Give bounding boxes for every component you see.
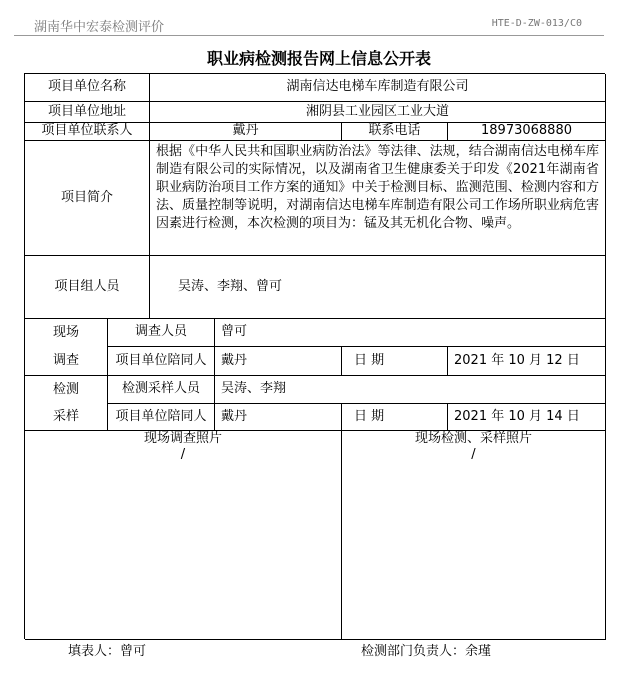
contact-label: 项目单位联系人 (25, 123, 150, 141)
site-survey-label-1: 现场 (25, 319, 108, 347)
intro-text: 根据《中华人民共和国职业病防治法》等法律、法规，结合湖南信达电梯车库制造有限公司的实际情况，以及湖南省卫生健康委关于印发《2021年湖南省职业病防治项目工作方案的通知》中关于检测目标、监测范围、检测内容和方法、质量控制等说明，对湖南信达电梯车库制造有限公司工作场所职业病危害因素进行检测，本次检测的项目为：锰及其无机化合物、噪声。 (150, 141, 606, 256)
document-code: HTE-D-ZW-013/C0 (491, 18, 582, 29)
form-filler: 填表人：曾可 (68, 644, 147, 659)
team-label: 项目组人员 (25, 256, 150, 319)
sampling-photo-value: / (471, 447, 476, 462)
info-table (24, 73, 605, 639)
investigator-label: 调查人员 (108, 319, 215, 347)
unit-address-value: 湘阴县工业园区工业大道 (150, 102, 606, 123)
sampling-label-1: 检测 (25, 376, 108, 404)
page-title: 职业病检测报告网上信息公开表 (206, 49, 431, 68)
unit-name-label: 项目单位名称 (25, 74, 150, 102)
site-survey-label-2: 调查 (25, 347, 108, 376)
sampling-escort-label: 项目单位陪同人 (108, 404, 215, 431)
survey-escort-value: 戴丹 (215, 347, 342, 376)
survey-photo-label: 现场调查照片 (143, 431, 222, 446)
sampling-photo-label: 现场检测、采样照片 (414, 431, 532, 446)
survey-date-value: 2021 年 10 月 12 日 (448, 347, 606, 376)
sampling-date-label: 日 期 (342, 404, 448, 431)
survey-photo-value: / (180, 447, 186, 462)
phone-value: 18973068880 (448, 123, 606, 141)
contact-value: 戴丹 (150, 123, 342, 141)
sampling-escort-value: 戴丹 (215, 404, 342, 431)
sampler-label: 检测采样人员 (108, 376, 215, 404)
intro-label: 项目简介 (25, 141, 150, 256)
investigator-value: 曾可 (215, 319, 606, 347)
header-divider (14, 35, 604, 36)
team-value: 吴涛、李翔、曾可 (150, 256, 606, 319)
phone-label: 联系电话 (342, 123, 448, 141)
company-header: 湖南华中宏泰检测评价 (34, 20, 165, 35)
sampling-date-value: 2021 年 10 月 14 日 (448, 404, 606, 431)
sampling-photo-cell (342, 431, 606, 640)
survey-escort-label: 项目单位陪同人 (108, 347, 215, 376)
unit-name-value: 湖南信达电梯车库制造有限公司 (150, 74, 606, 102)
survey-photo-cell (25, 431, 342, 640)
sampling-label-2: 采样 (25, 404, 108, 431)
sampler-value: 吴涛、李翔 (215, 376, 606, 404)
department-responsible: 检测部门负责人：余瑾 (361, 644, 492, 659)
survey-date-label: 日 期 (342, 347, 448, 376)
unit-address-label: 项目单位地址 (25, 102, 150, 123)
